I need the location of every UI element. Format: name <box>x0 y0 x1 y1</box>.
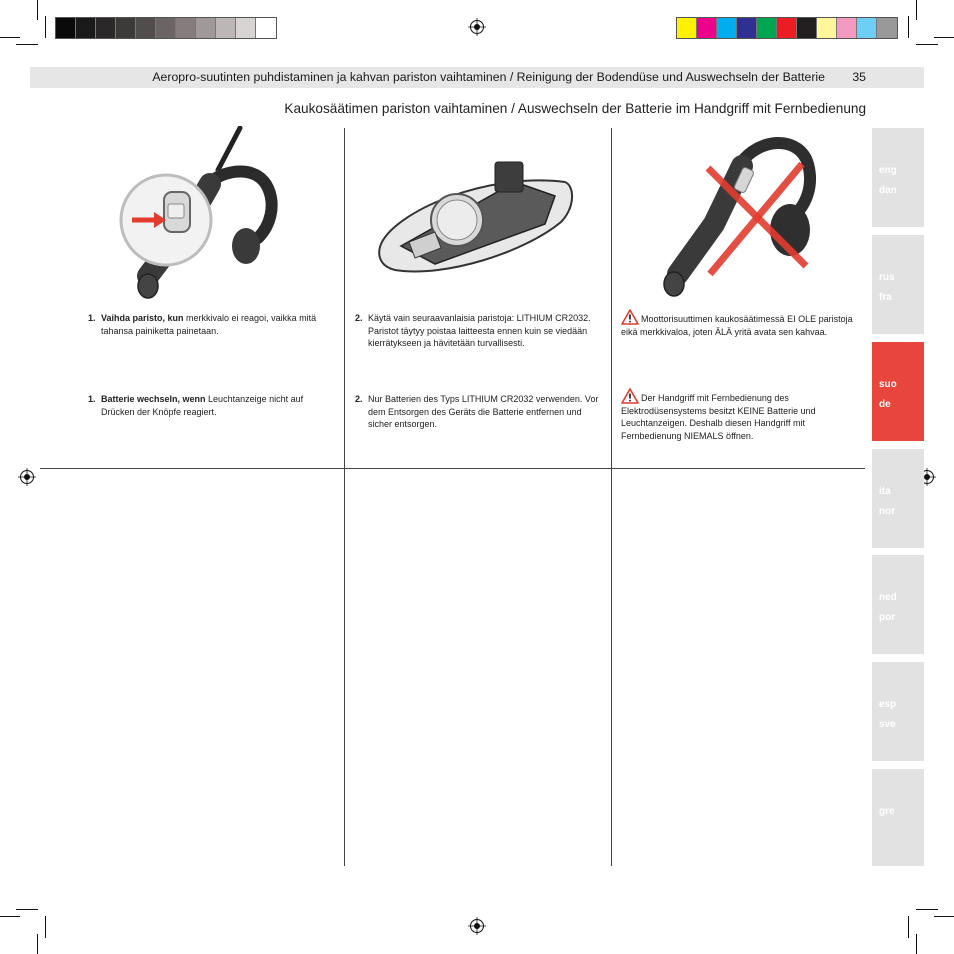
tab-label: sve <box>879 719 896 730</box>
language-tab-ita-nor[interactable] <box>872 449 924 548</box>
handle-do-not-open-icon <box>664 143 810 296</box>
language-tab-esp-sve[interactable] <box>872 662 924 761</box>
tab-label: nor <box>879 506 896 517</box>
tab-label: rus <box>879 272 895 283</box>
registration-mark-icon <box>468 917 486 935</box>
language-tab-rus-fra[interactable] <box>872 235 924 334</box>
warning-de <box>621 388 866 442</box>
step-number: 2. <box>355 394 363 404</box>
step-2-fi <box>355 312 600 350</box>
page-header <box>30 67 924 88</box>
registration-mark-icon <box>468 18 486 36</box>
color-calibration-strip <box>676 17 898 39</box>
row-divider <box>40 468 865 469</box>
registration-mark-icon <box>18 468 36 486</box>
step-number: 1. <box>88 313 96 323</box>
step-1-de <box>88 393 328 418</box>
step-title: Batterie wechseln, wenn <box>101 394 206 404</box>
header-title: Aeropro-suutinten puhdistaminen ja kahvan pariston vaihtaminen / Reinigung der Bodendüse und Auswechseln der Batterie <box>152 70 825 84</box>
page-number: 35 <box>852 70 866 84</box>
tab-label: fra <box>879 292 892 303</box>
warning-text: Der Handgriff mit Fernbedienung des Elektrodüsensystems besitzt KEINE Batterie und Leuchtanzeigen. Deshalb diesen Handgriff mit Fernbedienung NIEMALS öffnen. <box>621 393 816 441</box>
column-divider <box>611 128 612 866</box>
language-tab-gre[interactable] <box>872 769 924 866</box>
step-text: Leuchtanzeige nicht auf Drücken der Knöpfe reagiert. <box>101 394 304 417</box>
step-text: Nur Batterien des Typs LITHIUM CR2032 verwenden. Vor dem Entsorgen des Geräts die Batterie entfernen und sicher entsorgen. <box>368 394 599 429</box>
column-divider <box>344 128 345 866</box>
handle-screwdriver-illustration <box>118 126 288 304</box>
tab-label: gre <box>879 806 895 817</box>
handle-crossed-out-illustration <box>650 134 825 302</box>
warning-icon <box>621 309 639 325</box>
step-title: Vaihda paristo, kun <box>101 313 184 323</box>
tab-label: eng <box>879 165 897 176</box>
language-tab-suo-de[interactable] <box>872 342 924 441</box>
step-number: 2. <box>355 313 363 323</box>
step-text: Käytä vain seuraavanlaisia paristoja: LITHIUM CR2032. Paristot täytyy poistaa laitteesta ennen kuin se viedään kierrätykseen ja hävitetään turvallisesti. <box>368 313 591 348</box>
warning-icon <box>621 388 639 404</box>
coin-battery-compartment-icon <box>379 162 572 271</box>
tab-label: suo <box>879 379 897 390</box>
step-number: 1. <box>88 394 96 404</box>
section-subtitle: Kaukosäätimen pariston vaihtaminen / Auswechseln der Batterie im Handgriff mit Fernbedienung <box>284 101 866 116</box>
step-2-de <box>355 393 600 431</box>
warning-text: Moottorisuuttimen kaukosäätimessä EI OLE paristoja eikä merkkivaloa, joten ÄLÄ yritä avata sen kahvaa. <box>621 314 853 337</box>
tab-label: por <box>879 612 896 623</box>
grayscale-calibration-strip <box>55 17 277 39</box>
tab-label: ned <box>879 592 897 603</box>
handle-with-screwdriver-icon <box>121 128 272 298</box>
language-tab-eng-dan[interactable] <box>872 128 924 227</box>
step-text: merkkivalo ei reagoi, vaikka mitä tahansa painiketta painetaan. <box>101 313 317 336</box>
tab-label: esp <box>879 699 897 710</box>
warning-fi <box>621 309 866 338</box>
tab-label: dan <box>879 185 897 196</box>
tab-label: de <box>879 399 891 410</box>
step-1-fi <box>88 312 338 337</box>
tab-label: ita <box>879 486 891 497</box>
language-tab-ned-por[interactable] <box>872 555 924 654</box>
battery-compartment-illustration <box>375 152 580 282</box>
